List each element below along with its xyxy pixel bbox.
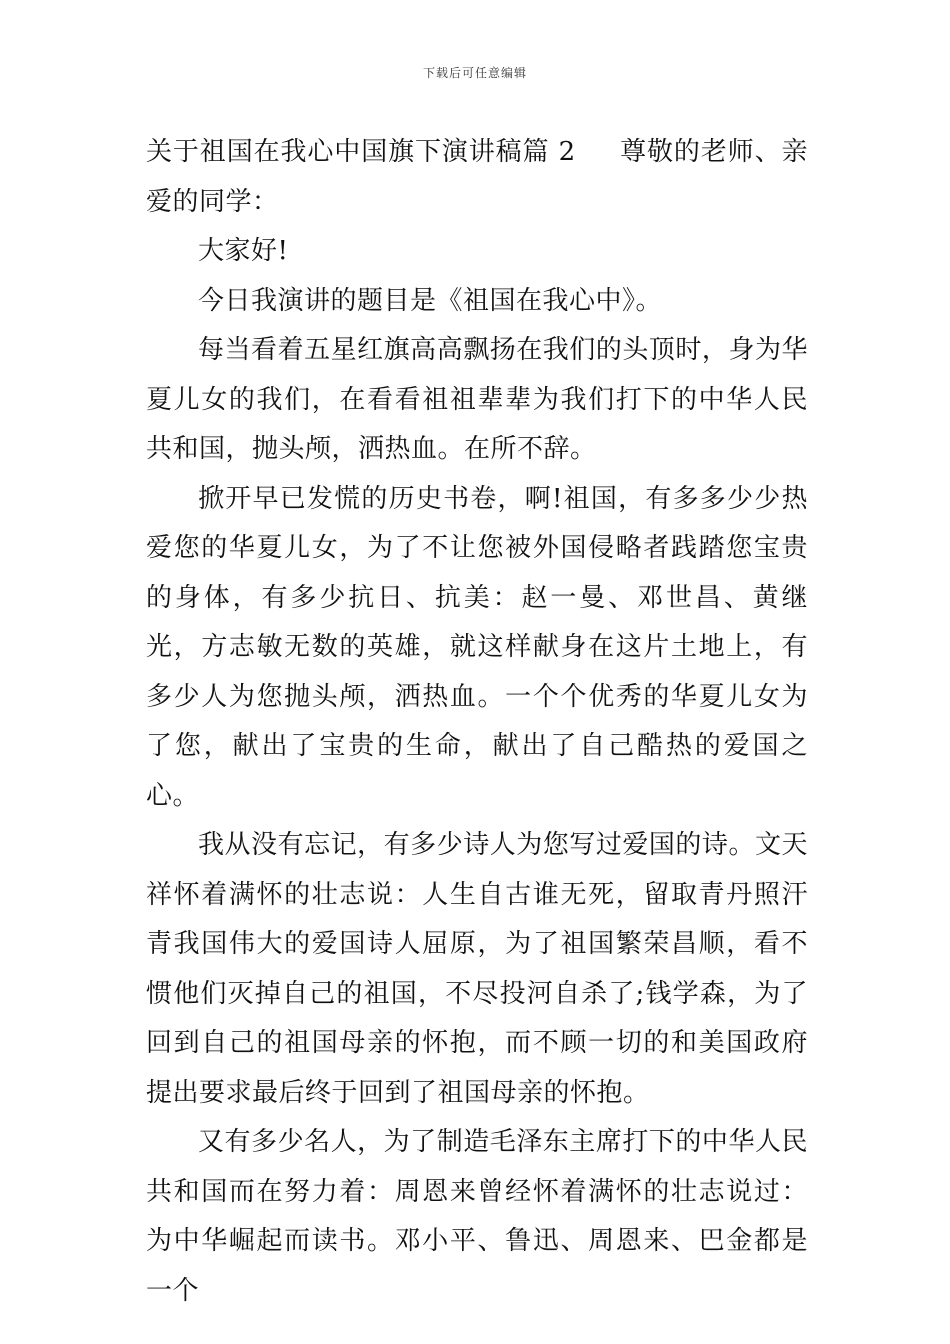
document-title: 关于祖国在我心中国旗下演讲稿篇 2 xyxy=(146,137,576,167)
paragraph-history: 掀开早已发慌的历史书卷，啊!祖国，有多多少少热爱您的华夏儿女，为了不让您被外国侵略者践踏您宝贵的身体，有多少抗日、抗美：赵一曼、邓世昌、黄继光，方志敏无数的英雄，就这样献身在这片土地上，有多少人为您抛头颅，洒热血。一个个优秀的华夏儿女为了您，献出了宝贵的生命，献出了自己酷热的爱国之心。 xyxy=(146,483,808,811)
page-header: 下载后可任意编辑 xyxy=(422,66,527,80)
paragraph-famous-people: 又有多少名人，为了制造毛泽东主席打下的中华人民共和国而在努力着：周恩来曾经怀着满怀的壮志说过：为中华崛起而读书。邓小平、鲁迅、周恩来、巴金都是一个 xyxy=(146,1127,808,1306)
paragraph-greeting: 大家好! xyxy=(198,236,289,266)
paragraph-poets: 我从没有忘记，有多少诗人为您写过爱国的诗。文天祥怀着满怀的壮志说：人生自古谁无死，留取青丹照汗青我国伟大的爱国诗人屈原，为了祖国繁荣昌顺，看不惯他们灭掉自己的祖国，不尽投河自杀了;钱学森，为了回到自己的祖国母亲的怀抱，而不顾一切的和美国政府提出要求最后终于回到了祖国母亲的怀抱。 xyxy=(146,830,808,1108)
paragraph-topic: 今日我演讲的题目是《祖国在我心中》。 xyxy=(198,285,663,316)
paragraph-flag: 每当看着五星红旗高高飘扬在我们的头顶时，身为华夏儿女的我们，在看看祖祖辈辈为我们打下的中华人民共和国，抛头颅，洒热血。在所不辞。 xyxy=(146,335,808,464)
salutation: 尊敬的老师、亲爱的同学： xyxy=(146,137,808,217)
document-body xyxy=(146,128,808,1316)
title-paragraph xyxy=(146,128,808,227)
